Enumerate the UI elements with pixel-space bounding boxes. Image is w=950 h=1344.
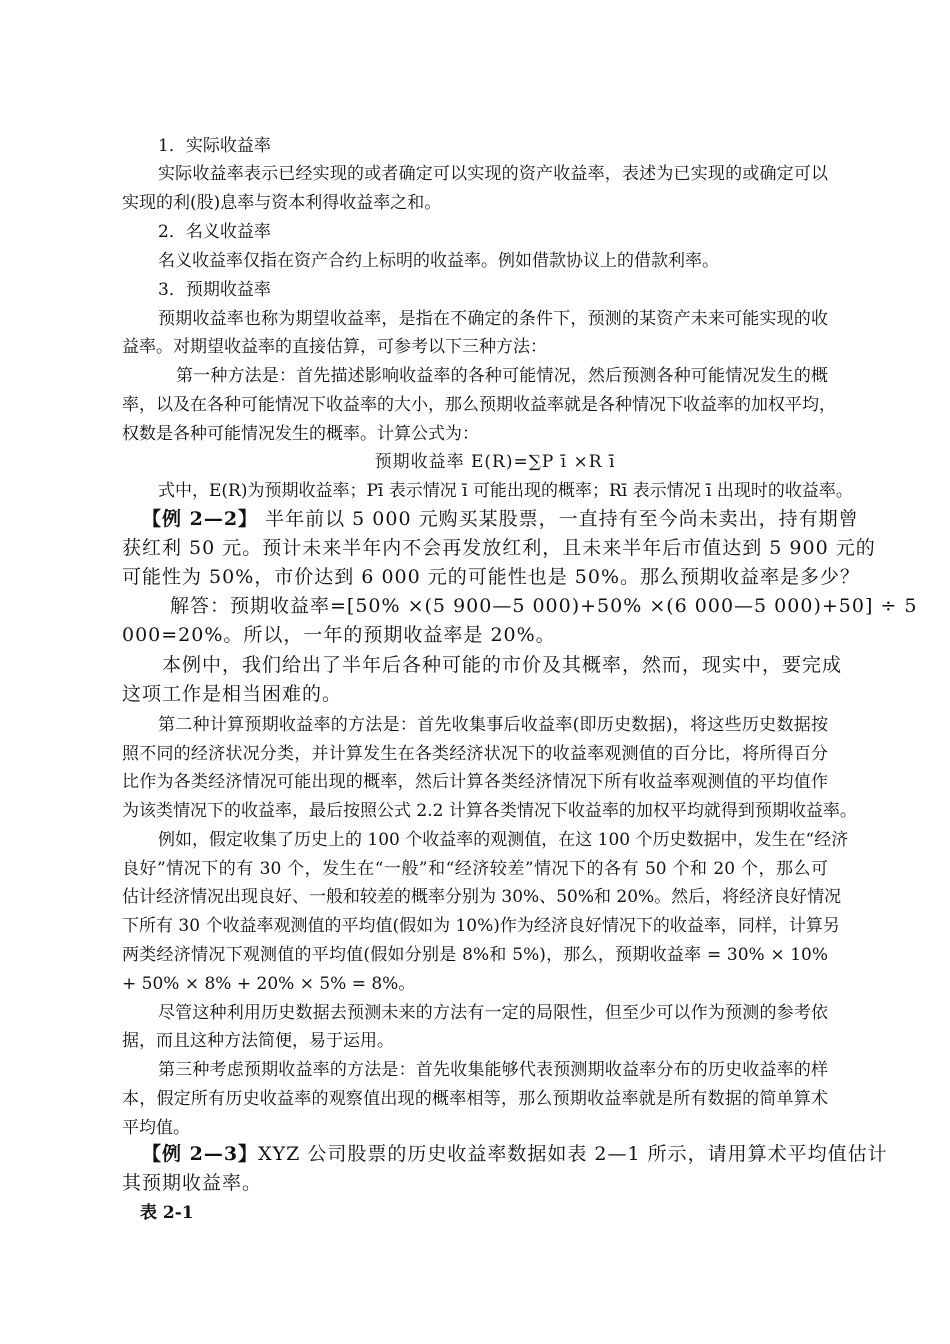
paragraph-line: 尽管这种利用历史数据去预测未来的方法有一定的局限性，但至少可以作为预测的参考依 xyxy=(158,1003,828,1023)
paragraph-line: 本，假定所有历史收益率的观察值出现的概率相等，那么预期收益率就是所有数据的简单算术 xyxy=(122,1089,828,1109)
example-2-2-line: 【例 2—2】 半年前以 5 000 元购买某股票，一直持有至今尚未卖出，持有期曾 xyxy=(142,508,859,530)
paragraph-line: 下所有 30 个收益率观测值的平均值(假如为 10%)作为经济良好情况下的收益率，同样，计算另 xyxy=(122,916,840,936)
paragraph-line: + 50% × 8% + 20% × 5% = 8%。 xyxy=(122,974,416,994)
answer-line: 解答：预期收益率=[50% ×(5 900—5 000)+50% ×(6 000—5 000)+50] ÷ 5 xyxy=(170,595,918,617)
paragraph-line: 益率。对期望收益率的直接估算，可参考以下三种方法： xyxy=(122,337,547,357)
example-label: 【例 2—2】 xyxy=(142,508,259,530)
paragraph-line: 据，而且这种方法简便，易于运用。 xyxy=(122,1031,394,1051)
paragraph-line: 率，以及在各种可能情况下收益率的大小，那么预期收益率就是各种情况下收益率的加权平均， xyxy=(122,395,836,415)
section-heading-expected-return: 3．预期收益率 xyxy=(158,280,271,300)
paragraph-line: 平均值。 xyxy=(122,1118,190,1138)
answer-line: 000=20%。所以，一年的预期收益率是 20%。 xyxy=(122,624,556,646)
example-2-3-line: 其预期收益率。 xyxy=(122,1172,263,1194)
example-2-3-line: 【例 2—3】XYZ 公司股票的历史收益率数据如表 2—1 所示，请用算术平均值估计 xyxy=(142,1143,888,1165)
paragraph-line: 估计经济情况出现良好、一般和较差的概率分别为 30%、50%和 20%。然后，将经济良好情况 xyxy=(122,887,842,907)
paragraph-line: 实现的利(股)息率与资本利得收益率之和。 xyxy=(122,193,442,213)
remark-line: 这项工作是相当困难的。 xyxy=(122,683,343,705)
paragraph-line: 第二种计算预期收益率的方法是：首先收集事后收益率(即历史数据)，将这些历史数据按 xyxy=(158,715,828,735)
paragraph-line: 比作为各类经济情况可能出现的概率，然后计算各类经济情况下所有收益率观测值的平均值作 xyxy=(122,772,828,792)
paragraph-line: 两类经济情况下观测值的平均值(假如分别是 8%和 5%)，那么，预期收益率 = 30% × 10% xyxy=(122,945,828,965)
section-heading-nominal-return: 2．名义收益率 xyxy=(158,222,271,242)
paragraph-line: 名义收益率仅指在资产合约上标明的收益率。例如借款协议上的借款利率。 xyxy=(158,251,719,271)
paragraph-line: 预期收益率也称为期望收益率，是指在不确定的条件下，预测的某资产未来可能实现的收 xyxy=(158,309,828,329)
paragraph-line: 照不同的经济状况分类，并计算发生在各类经济状况下的收益率观测值的百分比，将所得百分 xyxy=(122,744,828,764)
example-2-2-line: 获红利 50 元。预计未来半年内不会再发放红利，且未来半年后市值达到 5 900 元的 xyxy=(122,537,876,559)
table-caption: 表 2-1 xyxy=(140,1203,194,1223)
paragraph-line: 第三种考虑预期收益率的方法是：首先收集能够代表预测期收益率分布的历史收益率的样 xyxy=(158,1060,828,1080)
formula: 预期收益率 E(R)=∑P ī ×R ī xyxy=(374,452,616,472)
paragraph-line: 良好”情况下的有 30 个，发生在“一般”和“经济较差”情况下的各有 50 个和 20 个，那么可 xyxy=(122,859,828,879)
paragraph-line: 例如，假定收集了历史上的 100 个收益率的观测值，在这 100 个历史数据中，发生在“经济 xyxy=(158,830,849,850)
paragraph-line: 为该类情况下的收益率，最后按照公式 2.2 计算各类情况下收益率的加权平均就得到预期收益率。 xyxy=(122,801,857,821)
example-2-2-line: 可能性为 50%，市价达到 6 000 元的可能性也是 50%。那么预期收益率是多少？ xyxy=(122,566,861,588)
paragraph-line: 第一种方法是：首先描述影响收益率的各种可能情况，然后预测各种可能情况发生的概 xyxy=(176,366,828,386)
paragraph-line: 权数是各种可能情况发生的概率。计算公式为： xyxy=(122,424,479,444)
formula-note: 式中，E(R)为预期收益率；Pī 表示情况 ī 可能出现的概率；Rī 表示情况 ī 出现时的收益率。 xyxy=(158,481,853,501)
section-heading-actual-return: 1．实际收益率 xyxy=(158,136,271,156)
paragraph-line: 实际收益率表示已经实现的或者确定可以实现的资产收益率，表述为已实现的或确定可以 xyxy=(158,164,828,184)
remark-line: 本例中，我们给出了半年后各种可能的市价及其概率，然而，现实中，要完成 xyxy=(162,654,843,676)
example-label: 【例 2—3】 xyxy=(142,1143,259,1165)
